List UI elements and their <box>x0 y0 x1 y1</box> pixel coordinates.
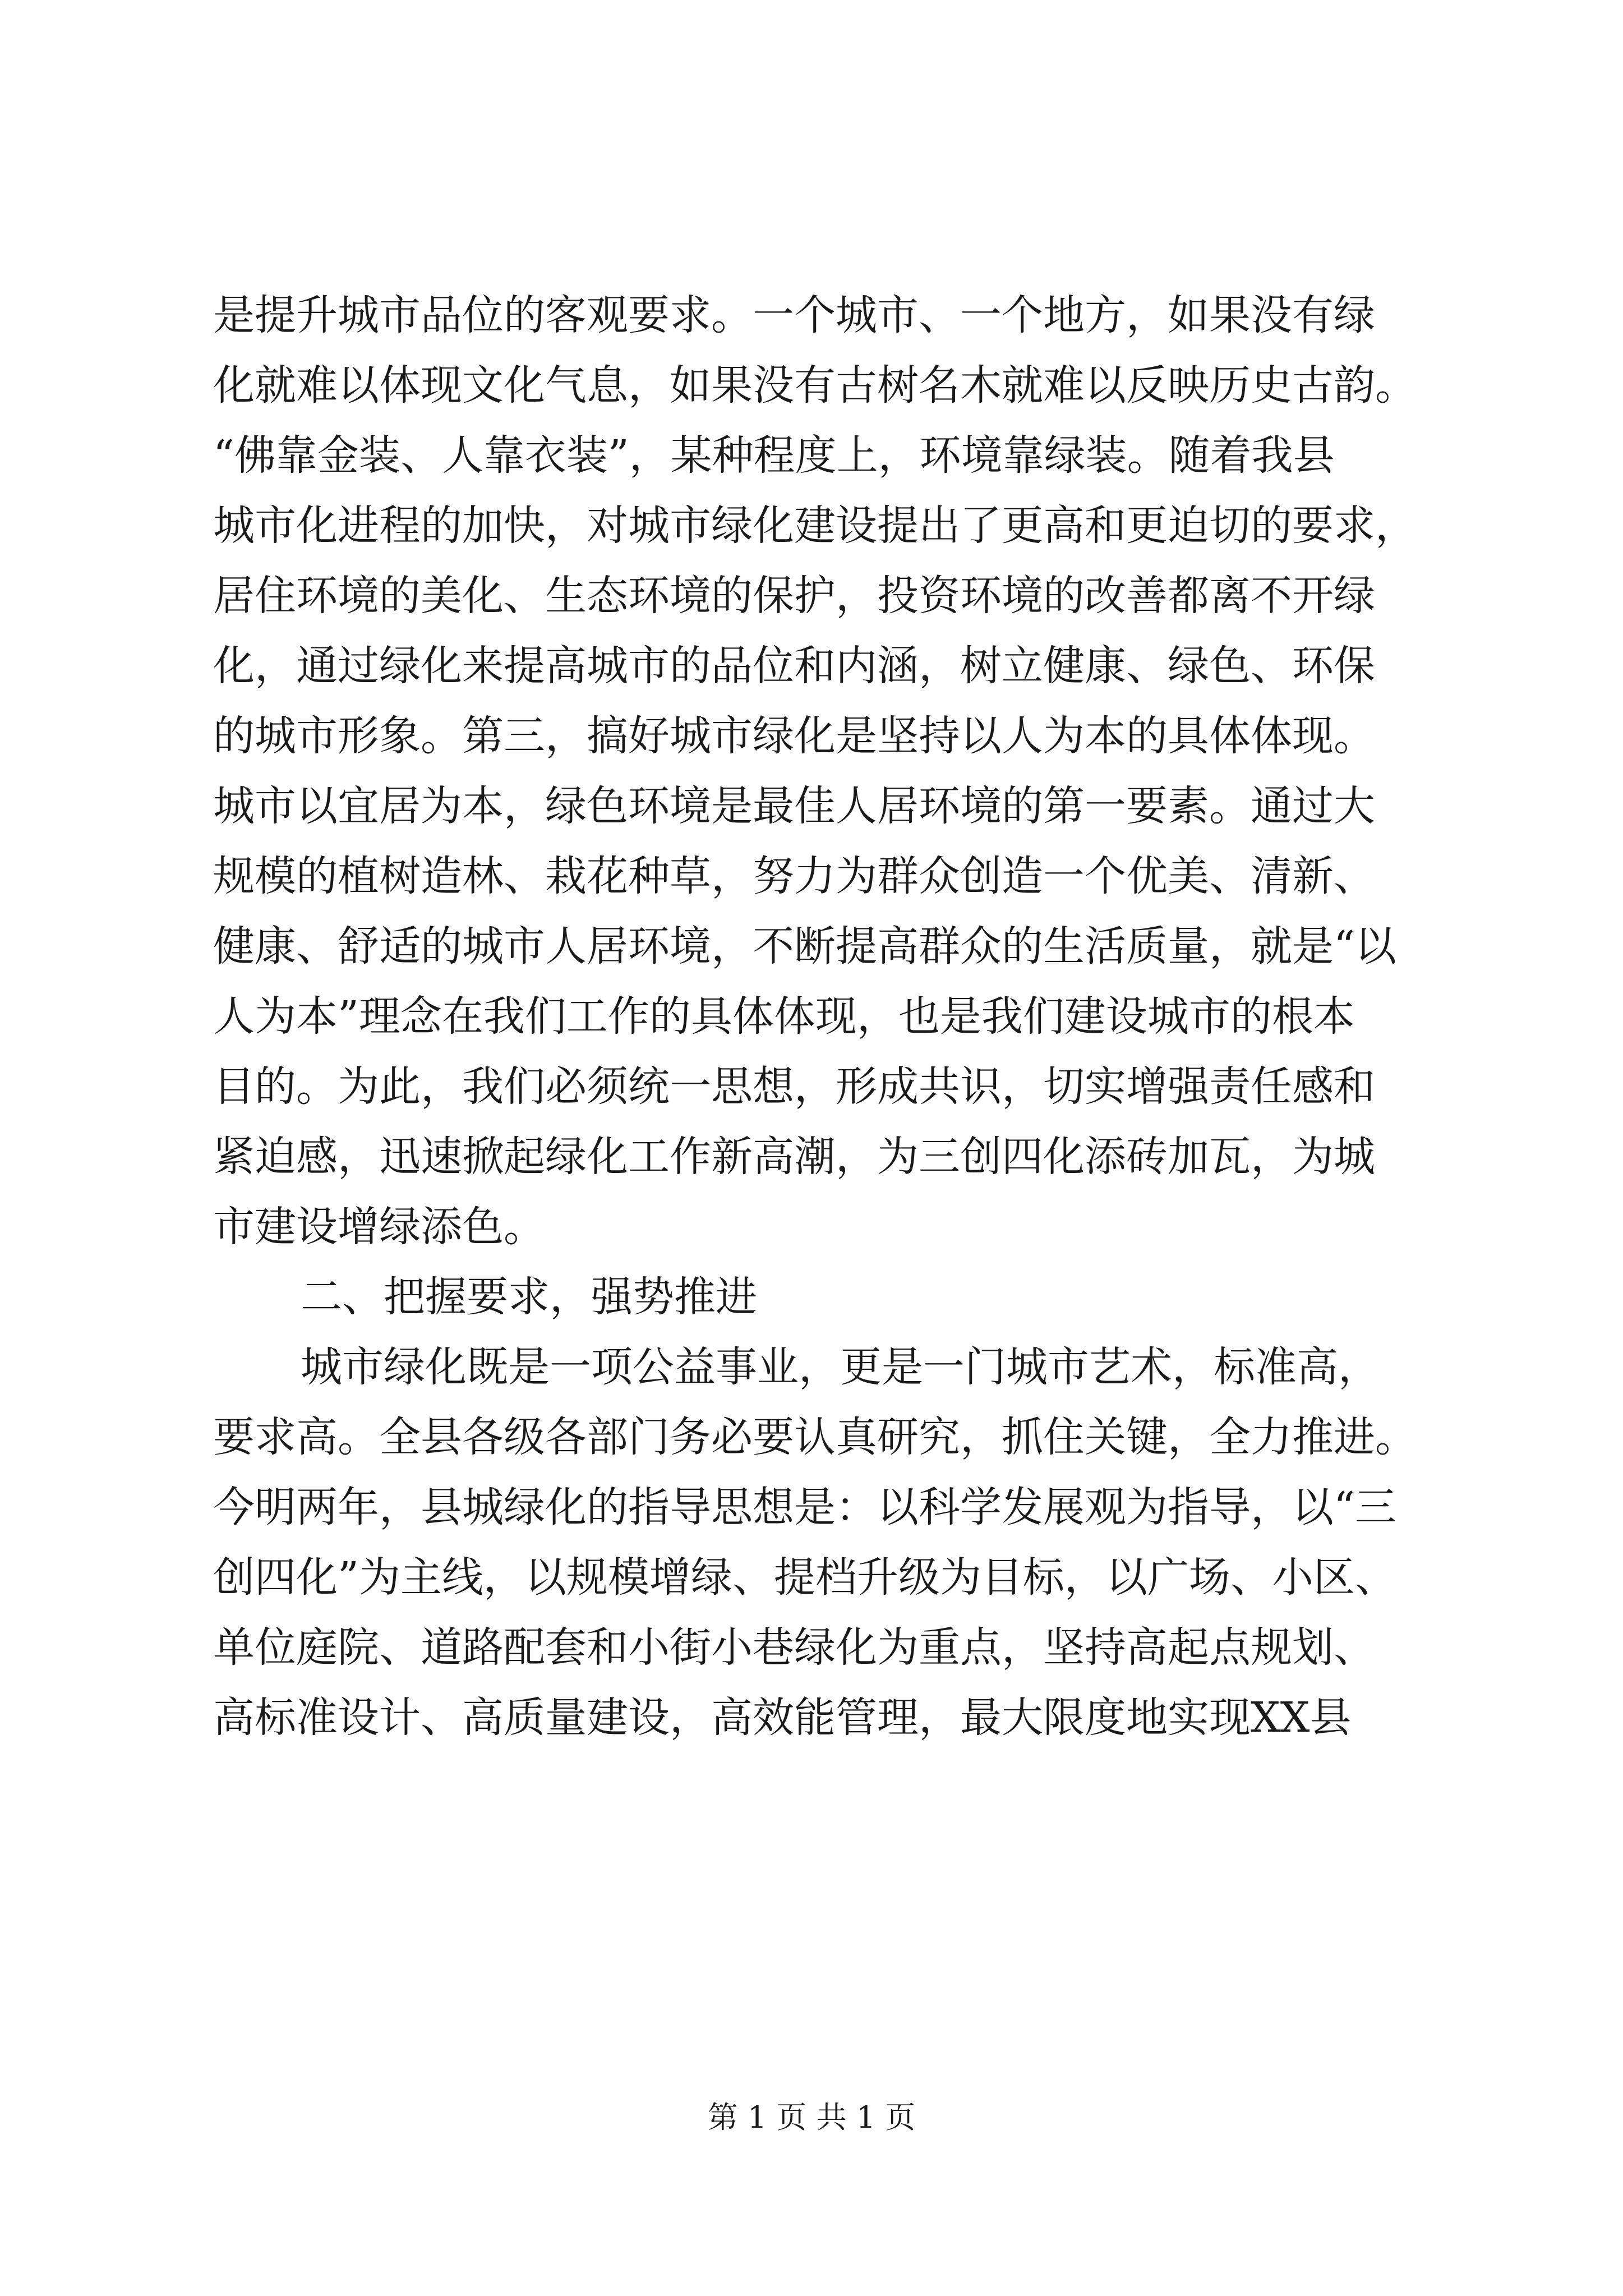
text-line: 今明两年，县城绿化的指导思想是：以科学发展观为指导，以“三 <box>213 1483 1396 1531</box>
text-line: 城市以宜居为本，绿色环境是最佳人居环境的第一要素。通过大 <box>213 782 1375 830</box>
text-line: 是提升城市品位的客观要求。一个城市、一个地方，如果没有绿 <box>213 291 1375 339</box>
text-line: 的城市形象。第三，搞好城市绿化是坚持以人为本的具体体现。 <box>213 712 1375 760</box>
text-line: 创四化”为主线，以规模增绿、提档升级为目标，以广场、小区、 <box>213 1553 1396 1602</box>
text-line: 规模的植树造林、栽花种草，努力为群众创造一个优美、清新、 <box>213 852 1375 900</box>
text-line: 高标准设计、高质量建设，高效能管理，最大限度地实现XX县 <box>213 1694 1352 1742</box>
text-line: 居住环境的美化、生态环境的保护，投资环境的改善都离不开绿 <box>213 572 1375 620</box>
text-line: 紧迫感，迅速掀起绿化工作新高潮，为三创四化添砖加瓦，为城 <box>213 1133 1375 1181</box>
document-body <box>213 280 1436 1753</box>
text-line: 单位庭院、道路配套和小街小巷绿化为重点，坚持高起点规划、 <box>213 1623 1375 1672</box>
text-line: 城市化进程的加快，对城市绿化建设提出了更高和更迫切的要求， <box>213 501 1417 550</box>
text-line: 健康、舒适的城市人居环境，不断提高群众的生活质量，就是“以 <box>213 922 1396 970</box>
text-line: 化，通过绿化来提高城市的品位和内涵，树立健康、绿色、环保 <box>213 642 1375 690</box>
section-heading: 二、把握要求，强势推进 <box>301 1273 757 1321</box>
text-line: “佛靠金装、人靠衣装”，某种程度上，环境靠绿装。随着我县 <box>213 431 1335 480</box>
text-line: 人为本”理念在我们工作的具体体现，也是我们建设城市的根本 <box>213 992 1355 1041</box>
text-line: 目的。为此，我们必须统一思想，形成共识，切实增强责任感和 <box>213 1062 1375 1111</box>
text-line: 要求高。全县各级各部门务必要认真研究，抓住关键，全力推进。 <box>213 1413 1417 1461</box>
text-line: 化就难以体现文化气息，如果没有古树名木就难以反映历史古韵。 <box>213 361 1417 409</box>
paragraph-first-line: 城市绿化既是一项公益事业，更是一门城市艺术，标准高， <box>301 1343 1380 1391</box>
text-line: 市建设增绿添色。 <box>213 1203 545 1251</box>
page-number-footer: 第 1 页 共 1 页 <box>707 2100 916 2135</box>
